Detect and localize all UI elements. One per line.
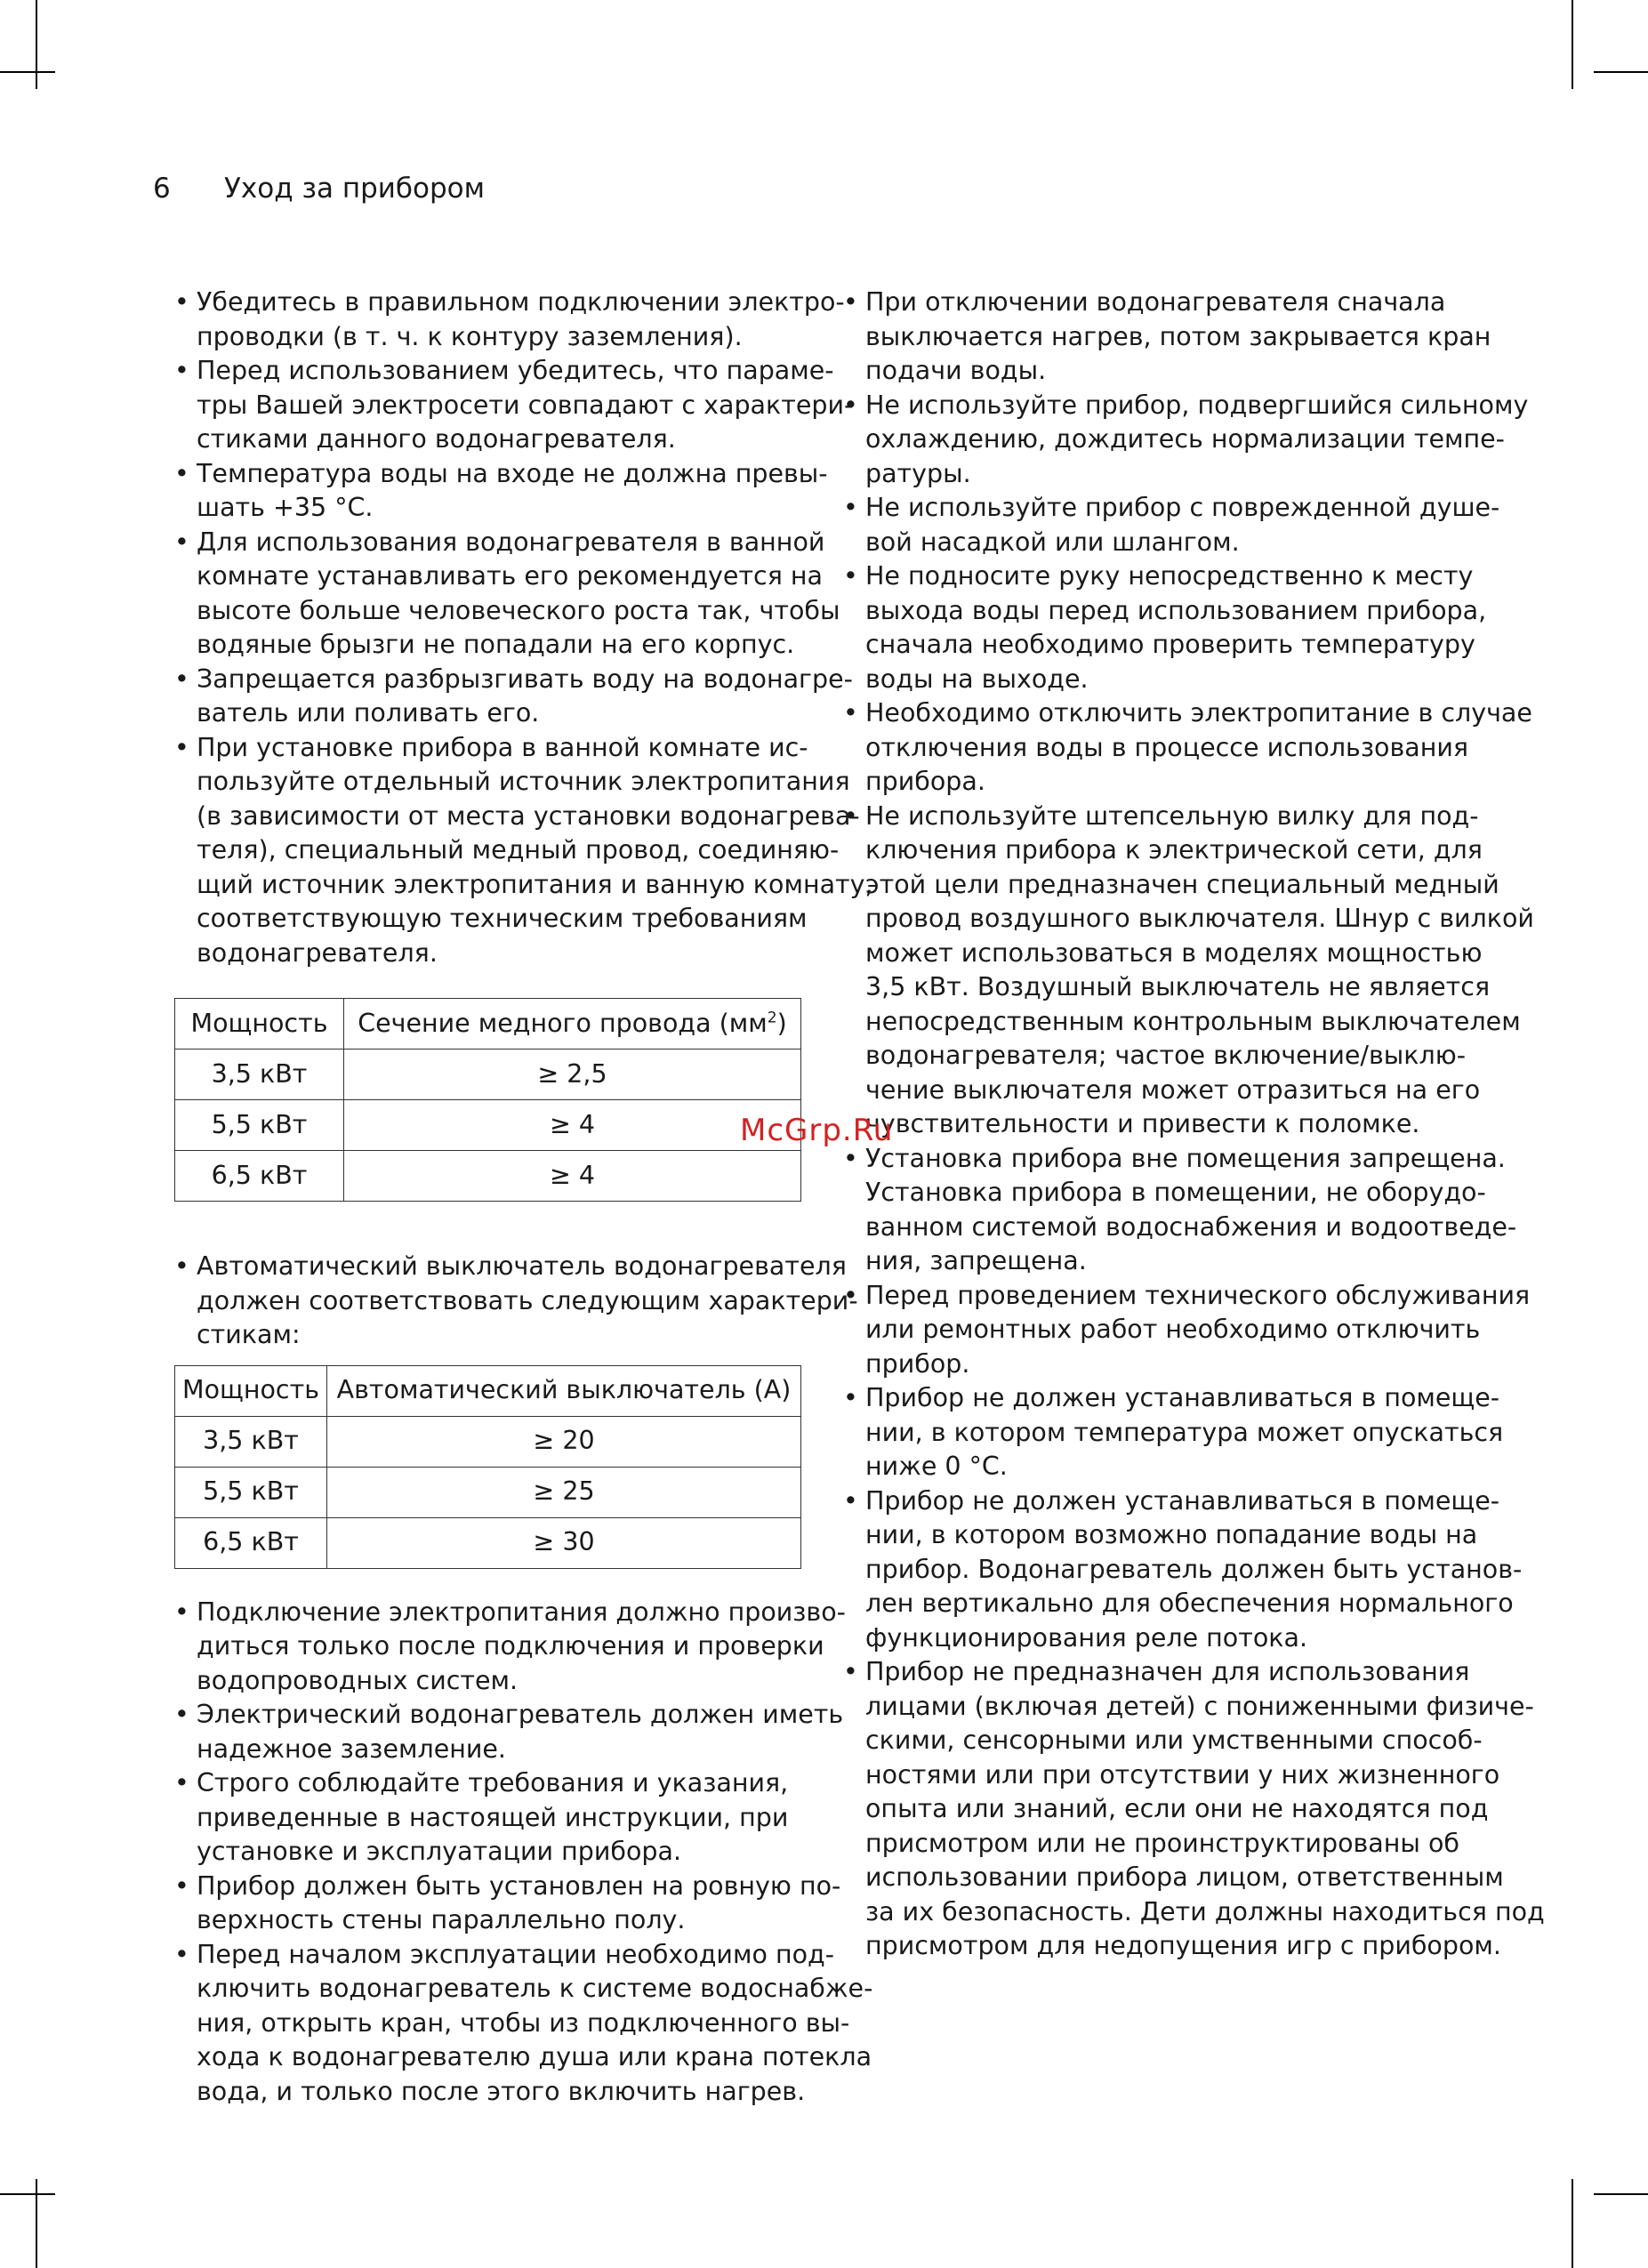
text-line: комнате устанавливать его рекомендуется на bbox=[197, 561, 824, 591]
text-line: • Подключение электропитания должно произво- bbox=[197, 1596, 846, 1627]
text-line: функционирования реле потока. bbox=[865, 1622, 1308, 1653]
text-line: надежное заземление. bbox=[197, 1733, 506, 1764]
text-line: выхода воды перед использованием прибора, bbox=[865, 595, 1487, 625]
crop-mark bbox=[1572, 2179, 1573, 2268]
text-line: прибора. bbox=[865, 767, 985, 796]
text-line: должен соответствовать следующим характери- bbox=[197, 1285, 858, 1315]
text-line: ния, открыть кран, чтобы из подключенного вы- bbox=[197, 2007, 850, 2038]
breaker-table bbox=[174, 1365, 801, 1569]
text-line: отключения воды в процессе использования bbox=[865, 732, 1469, 762]
column-header-text: Сечение медного провода (мм bbox=[358, 1008, 768, 1038]
text-line: чувствительности и привести к поломке. bbox=[865, 1109, 1420, 1138]
list-item bbox=[174, 1766, 815, 1870]
text-line: вой насадкой или шлангом. bbox=[865, 527, 1240, 557]
list-item bbox=[843, 1655, 1545, 1964]
table-row bbox=[175, 1100, 801, 1151]
column-header-text: ) bbox=[776, 1008, 787, 1038]
column-header-section bbox=[344, 999, 801, 1050]
text-line: ключить водонагреватель к системе водоснабже- bbox=[197, 1974, 873, 2003]
left-top-list bbox=[174, 286, 873, 970]
list-item bbox=[174, 1938, 873, 2110]
text-line: водопроводных систем. bbox=[197, 1665, 519, 1695]
text-line: нии, в котором температура может опускаться bbox=[865, 1417, 1504, 1447]
list-item bbox=[843, 1484, 1523, 1656]
text-line: • Прибор не должен устанавливаться в помеще- bbox=[865, 1485, 1500, 1516]
table-row bbox=[175, 1151, 801, 1202]
page-header bbox=[153, 171, 485, 206]
text-line: прибор. Водонагреватель должен быть установ- bbox=[865, 1554, 1523, 1584]
text-line: хода к водонагревателю душа или крана потекла bbox=[197, 2042, 872, 2071]
list-item bbox=[174, 457, 828, 526]
crop-mark bbox=[36, 2179, 37, 2268]
text-line: непосредственным контрольным выключателем bbox=[865, 1006, 1521, 1036]
list-item bbox=[174, 1250, 858, 1353]
text-line: стикам: bbox=[197, 1320, 301, 1349]
list-item bbox=[843, 1279, 1531, 1382]
list-item bbox=[843, 286, 1491, 389]
text-line: подачи воды. bbox=[865, 356, 1047, 385]
text-line: ностями или при отсутствии у них жизненного bbox=[865, 1759, 1500, 1789]
text-line: опыта или знаний, если они не находятся под bbox=[865, 1794, 1489, 1823]
text-line: щий источник электропитания и ванную комнату, bbox=[197, 869, 873, 899]
text-line: • Не используйте прибор, подвергшийся сильному bbox=[865, 390, 1529, 420]
text-line: сначала необходимо проверить температуру bbox=[865, 630, 1475, 659]
column-header-power: Мощность bbox=[175, 1365, 327, 1416]
table-cell: 3,5 кВт bbox=[175, 1050, 344, 1100]
text-line: • Запрещается разбрызгивать воду на водонагре- bbox=[197, 664, 853, 694]
text-line: • Температура воды на входе не должна превы- bbox=[197, 458, 828, 488]
text-line: • Перед проведением технического обслуживания bbox=[865, 1280, 1531, 1310]
text-line: • При установке прибора в ванной комнате ис- bbox=[197, 732, 808, 762]
list-item bbox=[174, 526, 840, 663]
text-line: водонагревателя. bbox=[197, 937, 438, 968]
table-cell: 3,5 кВт bbox=[175, 1416, 327, 1467]
table-cell: 5,5 кВт bbox=[175, 1100, 344, 1151]
table-cell: ≥ 30 bbox=[327, 1517, 801, 1568]
text-line: лицами (включая детей) с пониженными физиче- bbox=[865, 1691, 1534, 1721]
table-cell: ≥ 4 bbox=[344, 1100, 801, 1151]
text-line: ключения прибора к электрической сети, для bbox=[865, 835, 1483, 865]
text-line: провод воздушного выключателя. Шнур с вилкой bbox=[865, 904, 1534, 933]
text-line: • Прибор не должен устанавливаться в помеще- bbox=[865, 1383, 1500, 1412]
text-line: высоте больше человеческого роста так, чтобы bbox=[197, 595, 840, 625]
text-line: может использоваться в моделях мощностью bbox=[865, 937, 1483, 968]
text-line: • Электрический водонагреватель должен иметь bbox=[197, 1700, 844, 1729]
column-header-power: Мощность bbox=[175, 999, 344, 1050]
list-item bbox=[843, 1142, 1517, 1279]
crop-mark bbox=[1594, 2193, 1648, 2195]
text-line: этой цели предназначен специальный медный bbox=[865, 869, 1499, 899]
text-line: • Не используйте штепсельную вилку для под- bbox=[865, 800, 1479, 831]
text-line: • Для использования водонагревателя в ванной bbox=[197, 527, 825, 557]
section-title: Уход за прибором bbox=[224, 173, 486, 205]
list-item bbox=[843, 491, 1500, 559]
list-item bbox=[174, 286, 845, 354]
table-cell: 5,5 кВт bbox=[175, 1467, 327, 1517]
text-line: шать +35 °С. bbox=[197, 493, 374, 522]
text-line: установке и эксплуатации прибора. bbox=[197, 1837, 682, 1866]
text-line: • Убедитесь в правильном подключении электро- bbox=[197, 287, 845, 317]
text-line: ратуры. bbox=[865, 458, 971, 488]
text-line: выключается нагрев, потом закрывается кран bbox=[865, 321, 1491, 351]
list-item bbox=[843, 696, 1532, 800]
table-cell: 6,5 кВт bbox=[175, 1151, 344, 1202]
table-row bbox=[175, 1467, 801, 1517]
text-line: • Автоматический выключатель водонагревателя bbox=[197, 1251, 847, 1281]
right-list bbox=[843, 286, 1545, 1964]
table-cell: ≥ 2,5 bbox=[344, 1050, 801, 1100]
text-line: нии, в котором возможно попадание воды на bbox=[865, 1520, 1478, 1549]
crop-mark bbox=[36, 0, 37, 89]
text-line: • Перед использованием убедитесь, что параме- bbox=[197, 356, 834, 385]
list-item bbox=[174, 1870, 841, 1938]
list-item bbox=[843, 389, 1529, 492]
superscript: 2 bbox=[767, 1009, 777, 1027]
text-line: верхность стены параллельно полу. bbox=[197, 1905, 686, 1934]
text-line: • Не используйте прибор с поврежденной душе- bbox=[865, 493, 1500, 522]
list-item bbox=[843, 559, 1487, 696]
text-line: • Необходимо отключить электропитание в случае bbox=[865, 698, 1532, 728]
wire-section-table bbox=[174, 998, 801, 1202]
table-row bbox=[175, 1517, 801, 1568]
text-line: • Строго соблюдайте требования и указания, bbox=[197, 1768, 789, 1798]
text-line: • Прибор должен быть установлен на ровную по- bbox=[197, 1870, 841, 1901]
list-item bbox=[174, 1596, 846, 1699]
list-item bbox=[174, 1698, 844, 1766]
list-item bbox=[174, 354, 854, 457]
table-row bbox=[175, 1050, 801, 1100]
text-line: чение выключателя может отразиться на его bbox=[865, 1074, 1481, 1105]
table-cell: ≥ 25 bbox=[327, 1467, 801, 1517]
text-line: ниже 0 °С. bbox=[865, 1452, 1008, 1481]
text-line: воды на выходе. bbox=[865, 664, 1089, 694]
text-line: диться только после подключения и проверки bbox=[197, 1631, 824, 1661]
text-line: (в зависимости от места установки водонагрева- bbox=[197, 800, 860, 831]
text-line: тры Вашей электросети совпадают с характери- bbox=[197, 390, 854, 420]
text-line: теля), специальный медный провод, соединяю- bbox=[197, 835, 840, 865]
crop-mark bbox=[1594, 71, 1648, 73]
table-header-row bbox=[175, 1365, 801, 1416]
text-line: ватель или поливать его. bbox=[197, 698, 540, 728]
text-line: соответствующую техническим требованиям bbox=[197, 904, 808, 933]
column-header-breaker: Автоматический выключатель (А) bbox=[327, 1365, 801, 1416]
text-line: • Прибор не предназначен для использования bbox=[865, 1657, 1470, 1686]
text-line: присмотром для недопущения игр с прибором. bbox=[865, 1931, 1501, 1960]
watermark: McGrp.Ru bbox=[740, 1113, 894, 1148]
text-line: пользуйте отдельный источник электропитания bbox=[197, 767, 850, 796]
text-line: вода, и только после этого включить нагрев. bbox=[197, 2076, 806, 2106]
text-line: присмотром или не проинструктированы об bbox=[865, 1828, 1459, 1858]
text-line: стиками данного водонагревателя. bbox=[197, 424, 676, 454]
text-line: 3,5 кВт. Воздушный выключатель не является bbox=[865, 972, 1491, 1001]
text-line: • Не подносите руку непосредственно к месту bbox=[865, 561, 1474, 591]
text-line: водяные брызги не попадали на его корпус. bbox=[197, 630, 795, 659]
table-header-row bbox=[175, 999, 801, 1050]
table-cell: 6,5 кВт bbox=[175, 1517, 327, 1568]
text-line: ванном системой водоснабжения и водоотведе- bbox=[865, 1211, 1517, 1242]
crop-mark bbox=[0, 2193, 55, 2195]
text-line: водонагревателя; частое включение/выклю- bbox=[865, 1041, 1466, 1070]
page-number: 6 bbox=[153, 173, 171, 205]
breaker-intro-list bbox=[174, 1250, 858, 1353]
list-item bbox=[843, 800, 1534, 1142]
list-item bbox=[174, 663, 853, 731]
text-line: проводки (в т. ч. к контуру заземления). bbox=[197, 321, 743, 351]
list-item bbox=[843, 1381, 1504, 1484]
right-column bbox=[843, 286, 1545, 1964]
crop-mark bbox=[1572, 0, 1573, 89]
text-line: или ремонтных работ необходимо отключить bbox=[865, 1315, 1481, 1344]
text-line: скими, сенсорными или умственными способ- bbox=[865, 1725, 1483, 1755]
list-item bbox=[174, 731, 873, 971]
text-line: использовании прибора лицом, ответственным bbox=[865, 1862, 1504, 1892]
text-line: за их безопасность. Дети должны находиться под bbox=[865, 1896, 1545, 1926]
left-bottom-list bbox=[174, 1596, 873, 2110]
text-line: • Перед началом эксплуатации необходимо под- bbox=[197, 1939, 835, 1969]
text-line: приведенные в настоящей инструкции, при bbox=[197, 1802, 789, 1832]
text-line: прибор. bbox=[865, 1348, 970, 1379]
crop-mark bbox=[0, 71, 55, 73]
text-line: лен вертикально для обеспечения нормального bbox=[865, 1588, 1514, 1618]
table-row bbox=[175, 1416, 801, 1467]
text-line: охлаждению, дождитесь нормализации темпе- bbox=[865, 424, 1505, 454]
text-line: Установка прибора в помещении, не оборудо- bbox=[865, 1178, 1486, 1207]
text-line: • При отключении водонагревателя сначала bbox=[865, 287, 1446, 317]
table-cell: ≥ 4 bbox=[344, 1151, 801, 1202]
text-line: ния, запрещена. bbox=[865, 1246, 1087, 1275]
text-line: • Установка прибора вне помещения запрещена. bbox=[865, 1143, 1506, 1173]
table-cell: ≥ 20 bbox=[327, 1416, 801, 1467]
